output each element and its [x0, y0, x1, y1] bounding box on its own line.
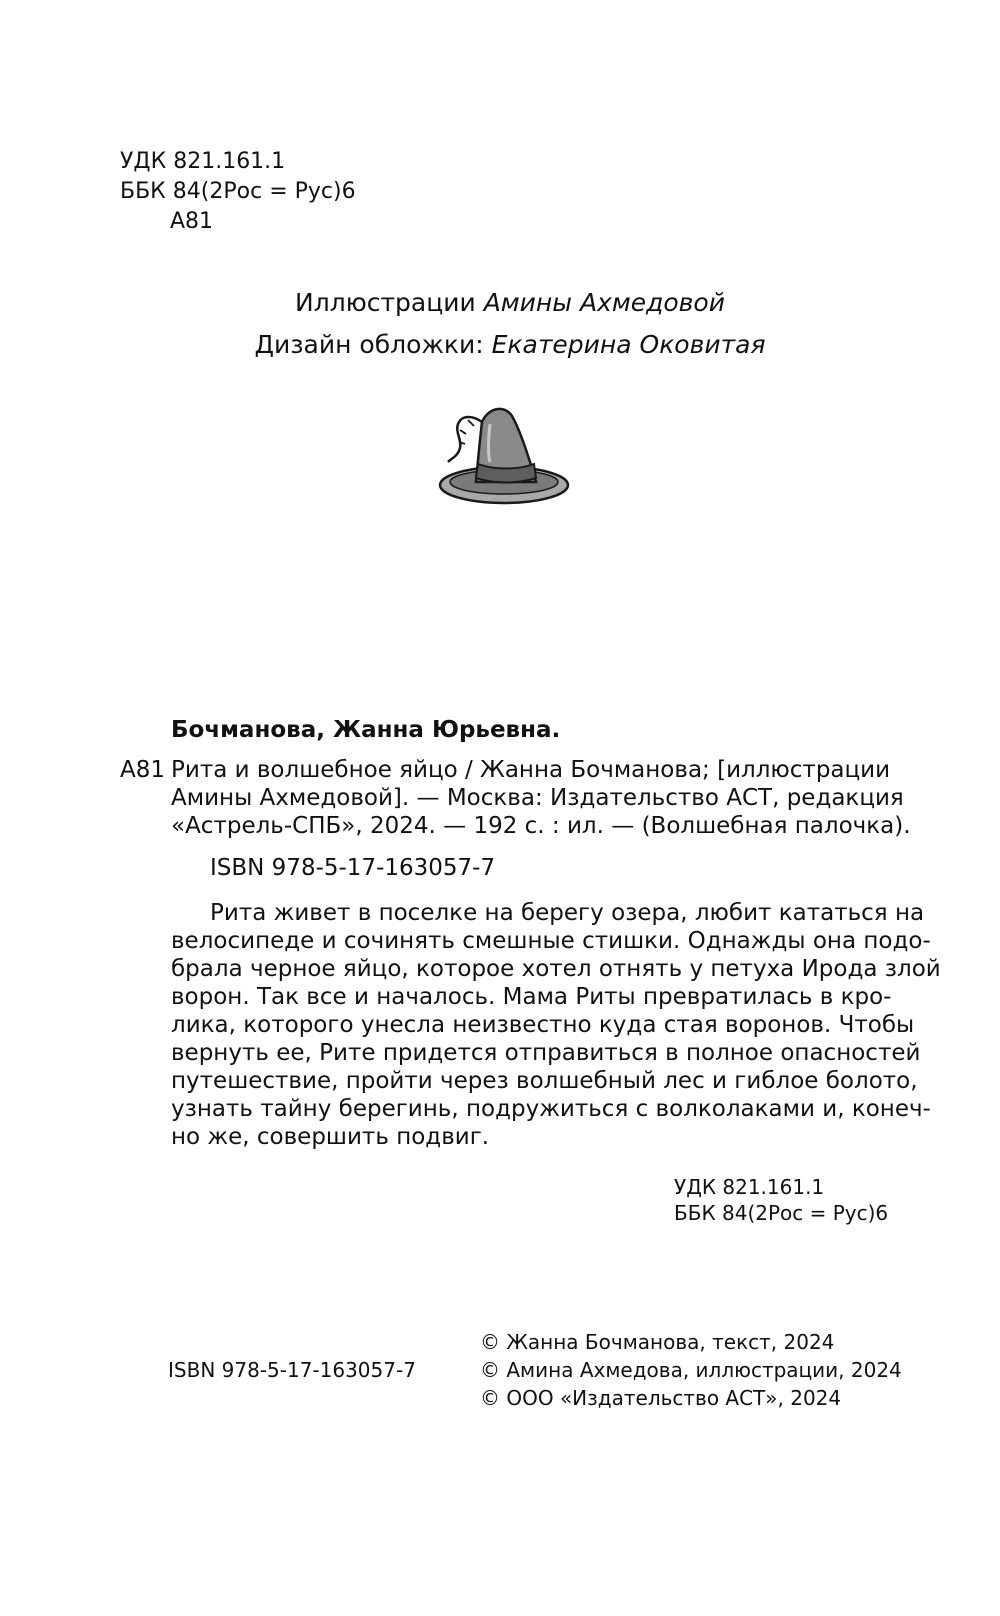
udk-code-top: УДК 821.161.1 [120, 149, 286, 174]
author-sign-top: А81 [170, 209, 214, 234]
bib-description-line: Рита и волшебное яйцо / Жанна Бочманова; [иллюстрации [171, 757, 891, 783]
cover-design-label: Дизайн обложки: [254, 330, 484, 359]
annotation-line: узнать тайну берегинь, подружиться с волколаками и, конеч- [171, 1096, 931, 1122]
author-sign-record: А81 [120, 757, 166, 783]
udk-code-bottom: УДК 821.161.1 [674, 1175, 825, 1199]
copyright-line: © Амина Ахмедова, иллюстрации, 2024 [480, 1358, 902, 1382]
bib-description-line: «Астрель-СПБ», 2024. — 192 с. : ил. — (Волшебная палочка). [171, 813, 911, 839]
annotation-line: брала черное яйцо, которое хотел отнять у петуха Ирода злой [171, 956, 941, 982]
bbk-code-top: ББК 84(2Рос = Рус)6 [120, 179, 356, 204]
annotation-line: вернуть ее, Рите придется отправиться в полное опасностей [171, 1040, 921, 1066]
annotation-line: путешествие, пройти через волшебный лес и гиблое болото, [171, 1068, 918, 1094]
cover-design-credit [0, 330, 1000, 360]
bbk-code-bottom: ББК 84(2Рос = Рус)6 [674, 1201, 889, 1225]
isbn-record: ISBN 978-5-17-163057-7 [210, 855, 496, 881]
bib-description-line: Амины Ахмедовой]. — Москва: Издательство АСТ, редакция [171, 785, 904, 811]
isbn-footer: ISBN 978-5-17-163057-7 [168, 1358, 416, 1382]
annotation-line: Рита живет в поселке на берегу озера, любит кататься на [210, 900, 925, 926]
copyright-line: © ООО «Издательство АСТ», 2024 [480, 1386, 842, 1410]
illustrations-credit [0, 288, 1000, 318]
witch-hat-icon [438, 400, 573, 512]
illustrator-name: Амины Ахмедовой [483, 288, 725, 317]
cover-designer-name: Екатерина Оковитая [491, 330, 766, 359]
annotation-line: велосипеде и сочинять смешные стишки. Однажды она подо- [171, 928, 931, 954]
annotation-line: ворон. Так все и началось. Мама Риты превратилась в кро- [171, 984, 892, 1010]
annotation-line: но же, совершить подвиг. [171, 1124, 490, 1150]
author-heading: Бочманова, Жанна Юрьевна. [171, 717, 561, 743]
annotation-line: лика, которого унесла неизвестно куда стая воронов. Чтобы [171, 1012, 915, 1038]
illustrations-label: Иллюстрации [295, 288, 476, 317]
copyright-line: © Жанна Бочманова, текст, 2024 [480, 1330, 835, 1354]
